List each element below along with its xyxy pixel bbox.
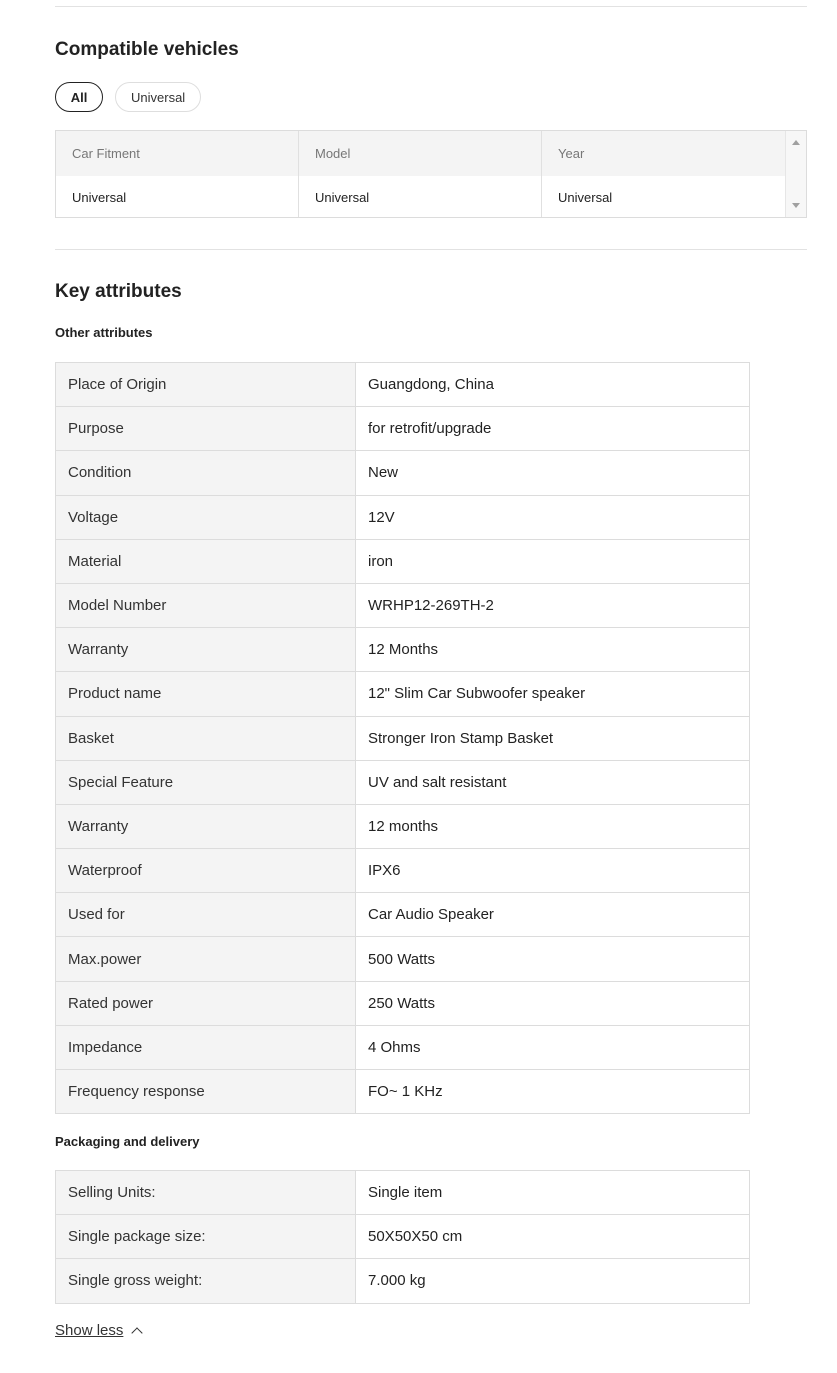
packaging-title: Packaging and delivery: [55, 1134, 200, 1149]
attribute-value: Stronger Iron Stamp Basket: [356, 716, 750, 760]
section-divider: [55, 249, 807, 250]
attribute-row: [56, 1070, 750, 1114]
show-less-label[interactable]: Show less: [55, 1322, 124, 1339]
header-model: Model: [299, 131, 542, 176]
attribute-key: Warranty: [56, 804, 356, 848]
attribute-value: 12" Slim Car Subwoofer speaker: [356, 672, 750, 716]
attribute-key: Warranty: [56, 628, 356, 672]
attribute-row: [56, 716, 750, 760]
attribute-value: UV and salt resistant: [356, 760, 750, 804]
attribute-value: IPX6: [356, 849, 750, 893]
scroll-down-arrow-icon[interactable]: [792, 203, 800, 208]
scroll-up-arrow-icon[interactable]: [792, 140, 800, 145]
attribute-row: [56, 804, 750, 848]
attribute-key: Special Feature: [56, 760, 356, 804]
show-less-link[interactable]: [55, 1322, 141, 1339]
attribute-row: [56, 407, 750, 451]
attribute-value: 7.000 kg: [356, 1259, 750, 1303]
attribute-key: Frequency response: [56, 1070, 356, 1114]
attribute-value: Guangdong, China: [356, 363, 750, 407]
attribute-key: Max.power: [56, 937, 356, 981]
attribute-value: New: [356, 451, 750, 495]
attribute-value: WRHP12-269TH-2: [356, 583, 750, 627]
attribute-value: 4 Ohms: [356, 1025, 750, 1069]
filter-universal-button[interactable]: Universal: [115, 82, 201, 112]
other-attributes-table: [55, 362, 750, 1114]
attribute-key: Model Number: [56, 583, 356, 627]
attribute-row: [56, 1171, 750, 1215]
header-car-fitment: Car Fitment: [56, 131, 299, 176]
attribute-key: Rated power: [56, 981, 356, 1025]
attribute-value: 12 months: [356, 804, 750, 848]
packaging-table: [55, 1170, 750, 1304]
attribute-row: [56, 363, 750, 407]
chevron-up-icon[interactable]: [132, 1327, 143, 1338]
attribute-row: [56, 937, 750, 981]
fitment-table: [55, 130, 807, 218]
attribute-key: Material: [56, 539, 356, 583]
vehicle-filter-group: [55, 82, 201, 112]
attribute-row: [56, 893, 750, 937]
attribute-row: [56, 849, 750, 893]
attribute-row: [56, 451, 750, 495]
attribute-row: [56, 760, 750, 804]
attribute-row: [56, 495, 750, 539]
attribute-value: for retrofit/upgrade: [356, 407, 750, 451]
attribute-value: 50X50X50 cm: [356, 1215, 750, 1259]
cell-car-fitment: Universal: [56, 176, 299, 218]
attribute-value: 12 Months: [356, 628, 750, 672]
top-divider: [55, 6, 807, 7]
attribute-row: [56, 981, 750, 1025]
attribute-value: 250 Watts: [356, 981, 750, 1025]
attribute-key: Place of Origin: [56, 363, 356, 407]
fitment-row: [56, 176, 786, 218]
attribute-value: iron: [356, 539, 750, 583]
attribute-value: Single item: [356, 1171, 750, 1215]
attribute-key: Selling Units:: [56, 1171, 356, 1215]
compatible-vehicles-title: Compatible vehicles: [55, 39, 239, 60]
attribute-row: [56, 628, 750, 672]
attribute-value: Car Audio Speaker: [356, 893, 750, 937]
filter-all-button[interactable]: All: [55, 82, 103, 112]
attribute-key: Used for: [56, 893, 356, 937]
header-year: Year: [558, 146, 585, 161]
attribute-value: 500 Watts: [356, 937, 750, 981]
attribute-key: Single package size:: [56, 1215, 356, 1259]
attribute-row: [56, 583, 750, 627]
attribute-key: Voltage: [56, 495, 356, 539]
other-attributes-title: Other attributes: [55, 325, 153, 340]
fitment-scrollbar[interactable]: [785, 131, 806, 217]
attribute-row: [56, 672, 750, 716]
attribute-key: Waterproof: [56, 849, 356, 893]
cell-year: Universal: [558, 189, 613, 205]
attribute-row: [56, 1259, 750, 1303]
attribute-key: Basket: [56, 716, 356, 760]
attribute-key: Condition: [56, 451, 356, 495]
key-attributes-title: Key attributes: [55, 281, 182, 302]
attribute-key: Impedance: [56, 1025, 356, 1069]
attribute-value: FO~ 1 KHz: [356, 1070, 750, 1114]
attribute-key: Product name: [56, 672, 356, 716]
attribute-row: [56, 539, 750, 583]
fitment-header-row: [56, 131, 786, 176]
attribute-row: [56, 1215, 750, 1259]
cell-model: Universal: [299, 176, 542, 218]
attribute-key: Single gross weight:: [56, 1259, 356, 1303]
attribute-key: Purpose: [56, 407, 356, 451]
attribute-value: 12V: [356, 495, 750, 539]
attribute-row: [56, 1025, 750, 1069]
